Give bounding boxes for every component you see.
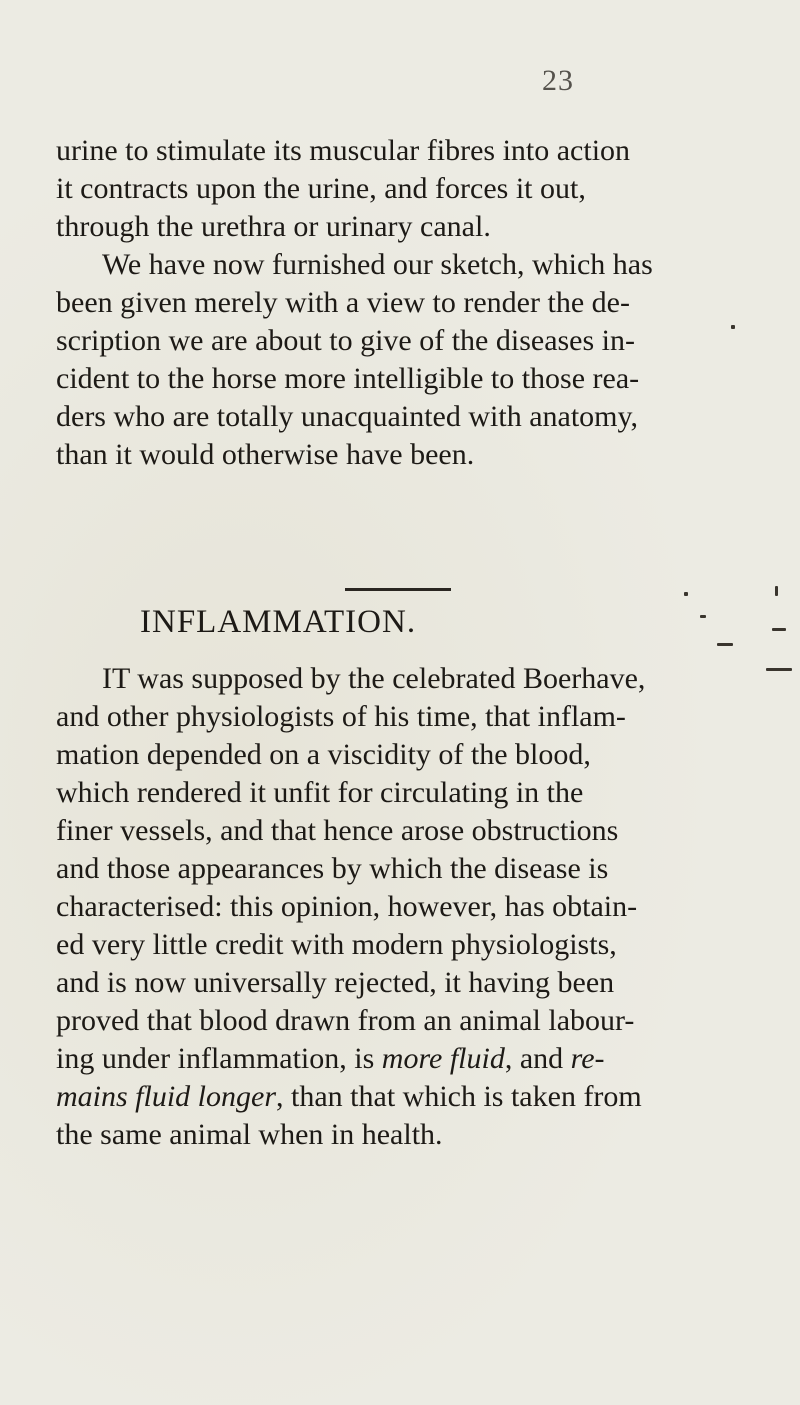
text-line: been given merely with a view to render the de-: [56, 286, 630, 319]
text-line: scription we are about to give of the diseases in-: [56, 324, 635, 357]
text-line: and other physiologists of his time, that inflam-: [56, 700, 626, 733]
section-heading: INFLAMMATION.: [140, 604, 417, 640]
text-line-mixed: [56, 1078, 740, 1116]
ink-speck: [775, 586, 778, 596]
italic-run: mains fluid longer: [56, 1080, 277, 1113]
text-line: through the urethra or urinary canal.: [56, 210, 491, 243]
ink-speck: [717, 643, 733, 646]
text-line: IT was supposed by the celebrated Boerhave,: [102, 662, 646, 695]
text-line: which rendered it unfit for circulating in the: [56, 776, 584, 809]
text-line: the same animal when in health.: [56, 1118, 443, 1151]
text-line: ed very little credit with modern physiologists,: [56, 928, 617, 961]
ink-speck: [684, 592, 688, 596]
text-line: characterised: this opinion, however, has obtain-: [56, 890, 638, 923]
section-divider-rule: [345, 588, 451, 591]
text-line: and those appearances by which the disease is: [56, 852, 609, 885]
text-run: , and: [504, 1042, 564, 1075]
text-line-mixed: [56, 1040, 740, 1078]
text-line: We have now furnished our sketch, which has: [102, 248, 653, 281]
text-run: ing under inflammation, is: [56, 1042, 375, 1075]
text-line: ders who are totally unacquainted with anatomy,: [56, 400, 639, 433]
text-line: and is now universally rejected, it having been: [56, 966, 615, 999]
text-line: proved that blood drawn from an animal labour-: [56, 1004, 635, 1037]
page-number: 23: [542, 64, 574, 97]
text-line: than it would otherwise have been.: [56, 438, 475, 471]
ink-speck: [700, 615, 706, 618]
italic-run: more fluid: [381, 1042, 505, 1075]
text-line: urine to stimulate its muscular fibres into action: [56, 134, 631, 167]
ink-speck: [731, 325, 735, 329]
text-line: mation depended on a viscidity of the blood,: [56, 738, 591, 771]
paragraph-inflammation: [56, 660, 740, 1154]
italic-run: re-: [570, 1042, 605, 1075]
text-run: , than that which is taken from: [276, 1080, 642, 1113]
text-line: finer vessels, and that hence arose obstructions: [56, 814, 619, 847]
ink-speck: [772, 628, 786, 631]
ink-speck: [766, 668, 792, 671]
paragraph-anatomy-conclusion: [56, 132, 740, 474]
text-line: cident to the horse more intelligible to those rea-: [56, 362, 640, 395]
text-line: it contracts upon the urine, and forces it out,: [56, 172, 586, 205]
